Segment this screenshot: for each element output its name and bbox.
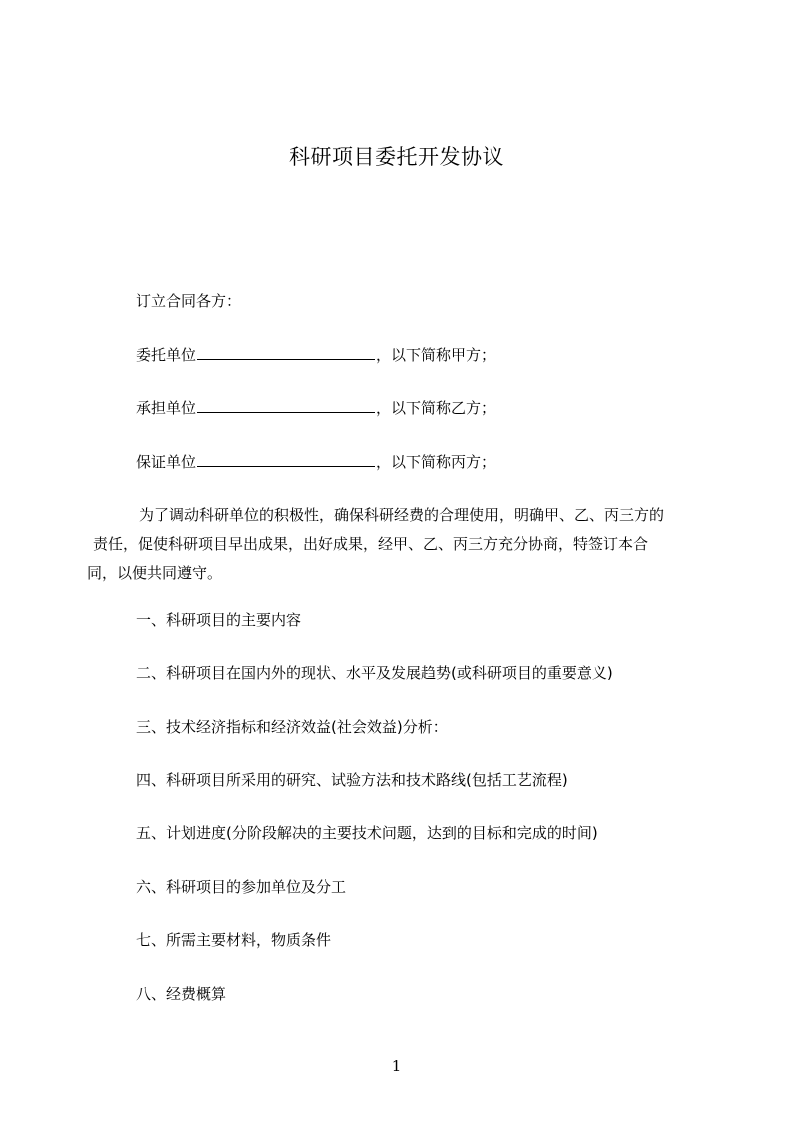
preamble-line: 为了调动科研单位的积极性，确保科研经费的合理使用，明确甲、乙、丙三方的: [139, 506, 665, 524]
party-label: 保证单位: [136, 453, 197, 471]
section-heading-7: 七、所需主要材料，物质条件: [136, 931, 332, 949]
preamble-line: 同，以便共同遵守。: [87, 564, 223, 582]
page-number: 1: [391, 1057, 402, 1075]
party-suffix: ，以下简称丙方；: [376, 453, 497, 471]
party-suffix: ，以下简称甲方；: [376, 346, 497, 364]
section-heading-4: 四、科研项目所采用的研究、试验方法和技术路线(包括工艺流程): [136, 771, 568, 789]
party-label: 委托单位: [136, 346, 197, 364]
preamble-line: 责任，促使科研项目早出成果，出好成果，经甲、乙、丙三方充分协商，特签订本合: [93, 535, 649, 553]
parties-intro: 订立合同各方：: [136, 292, 242, 310]
section-heading-1: 一、科研项目的主要内容: [136, 611, 302, 629]
party-line-client: [136, 344, 496, 366]
party-label: 承担单位: [136, 399, 197, 417]
document-title: 科研项目委托开发协议: [289, 145, 504, 169]
party-line-contractor: [136, 397, 496, 419]
section-heading-6: 六、科研项目的参加单位及分工: [136, 878, 347, 896]
section-heading-5: 五、计划进度(分阶段解决的主要技术问题，达到的目标和完成的时间): [136, 824, 598, 842]
signature-blank: [197, 344, 375, 360]
signature-blank: [197, 451, 375, 467]
section-heading-8: 八、经费概算: [136, 985, 227, 1003]
section-heading-3: 三、技术经济指标和经济效益(社会效益)分析：: [136, 718, 448, 736]
party-line-guarantor: [136, 451, 496, 473]
preamble-paragraph: [87, 501, 707, 588]
signature-blank: [197, 397, 375, 413]
party-suffix: ，以下简称乙方；: [376, 399, 497, 417]
section-heading-2: 二、科研项目在国内外的现状、水平及发展趋势(或科研项目的重要意义): [136, 664, 613, 682]
